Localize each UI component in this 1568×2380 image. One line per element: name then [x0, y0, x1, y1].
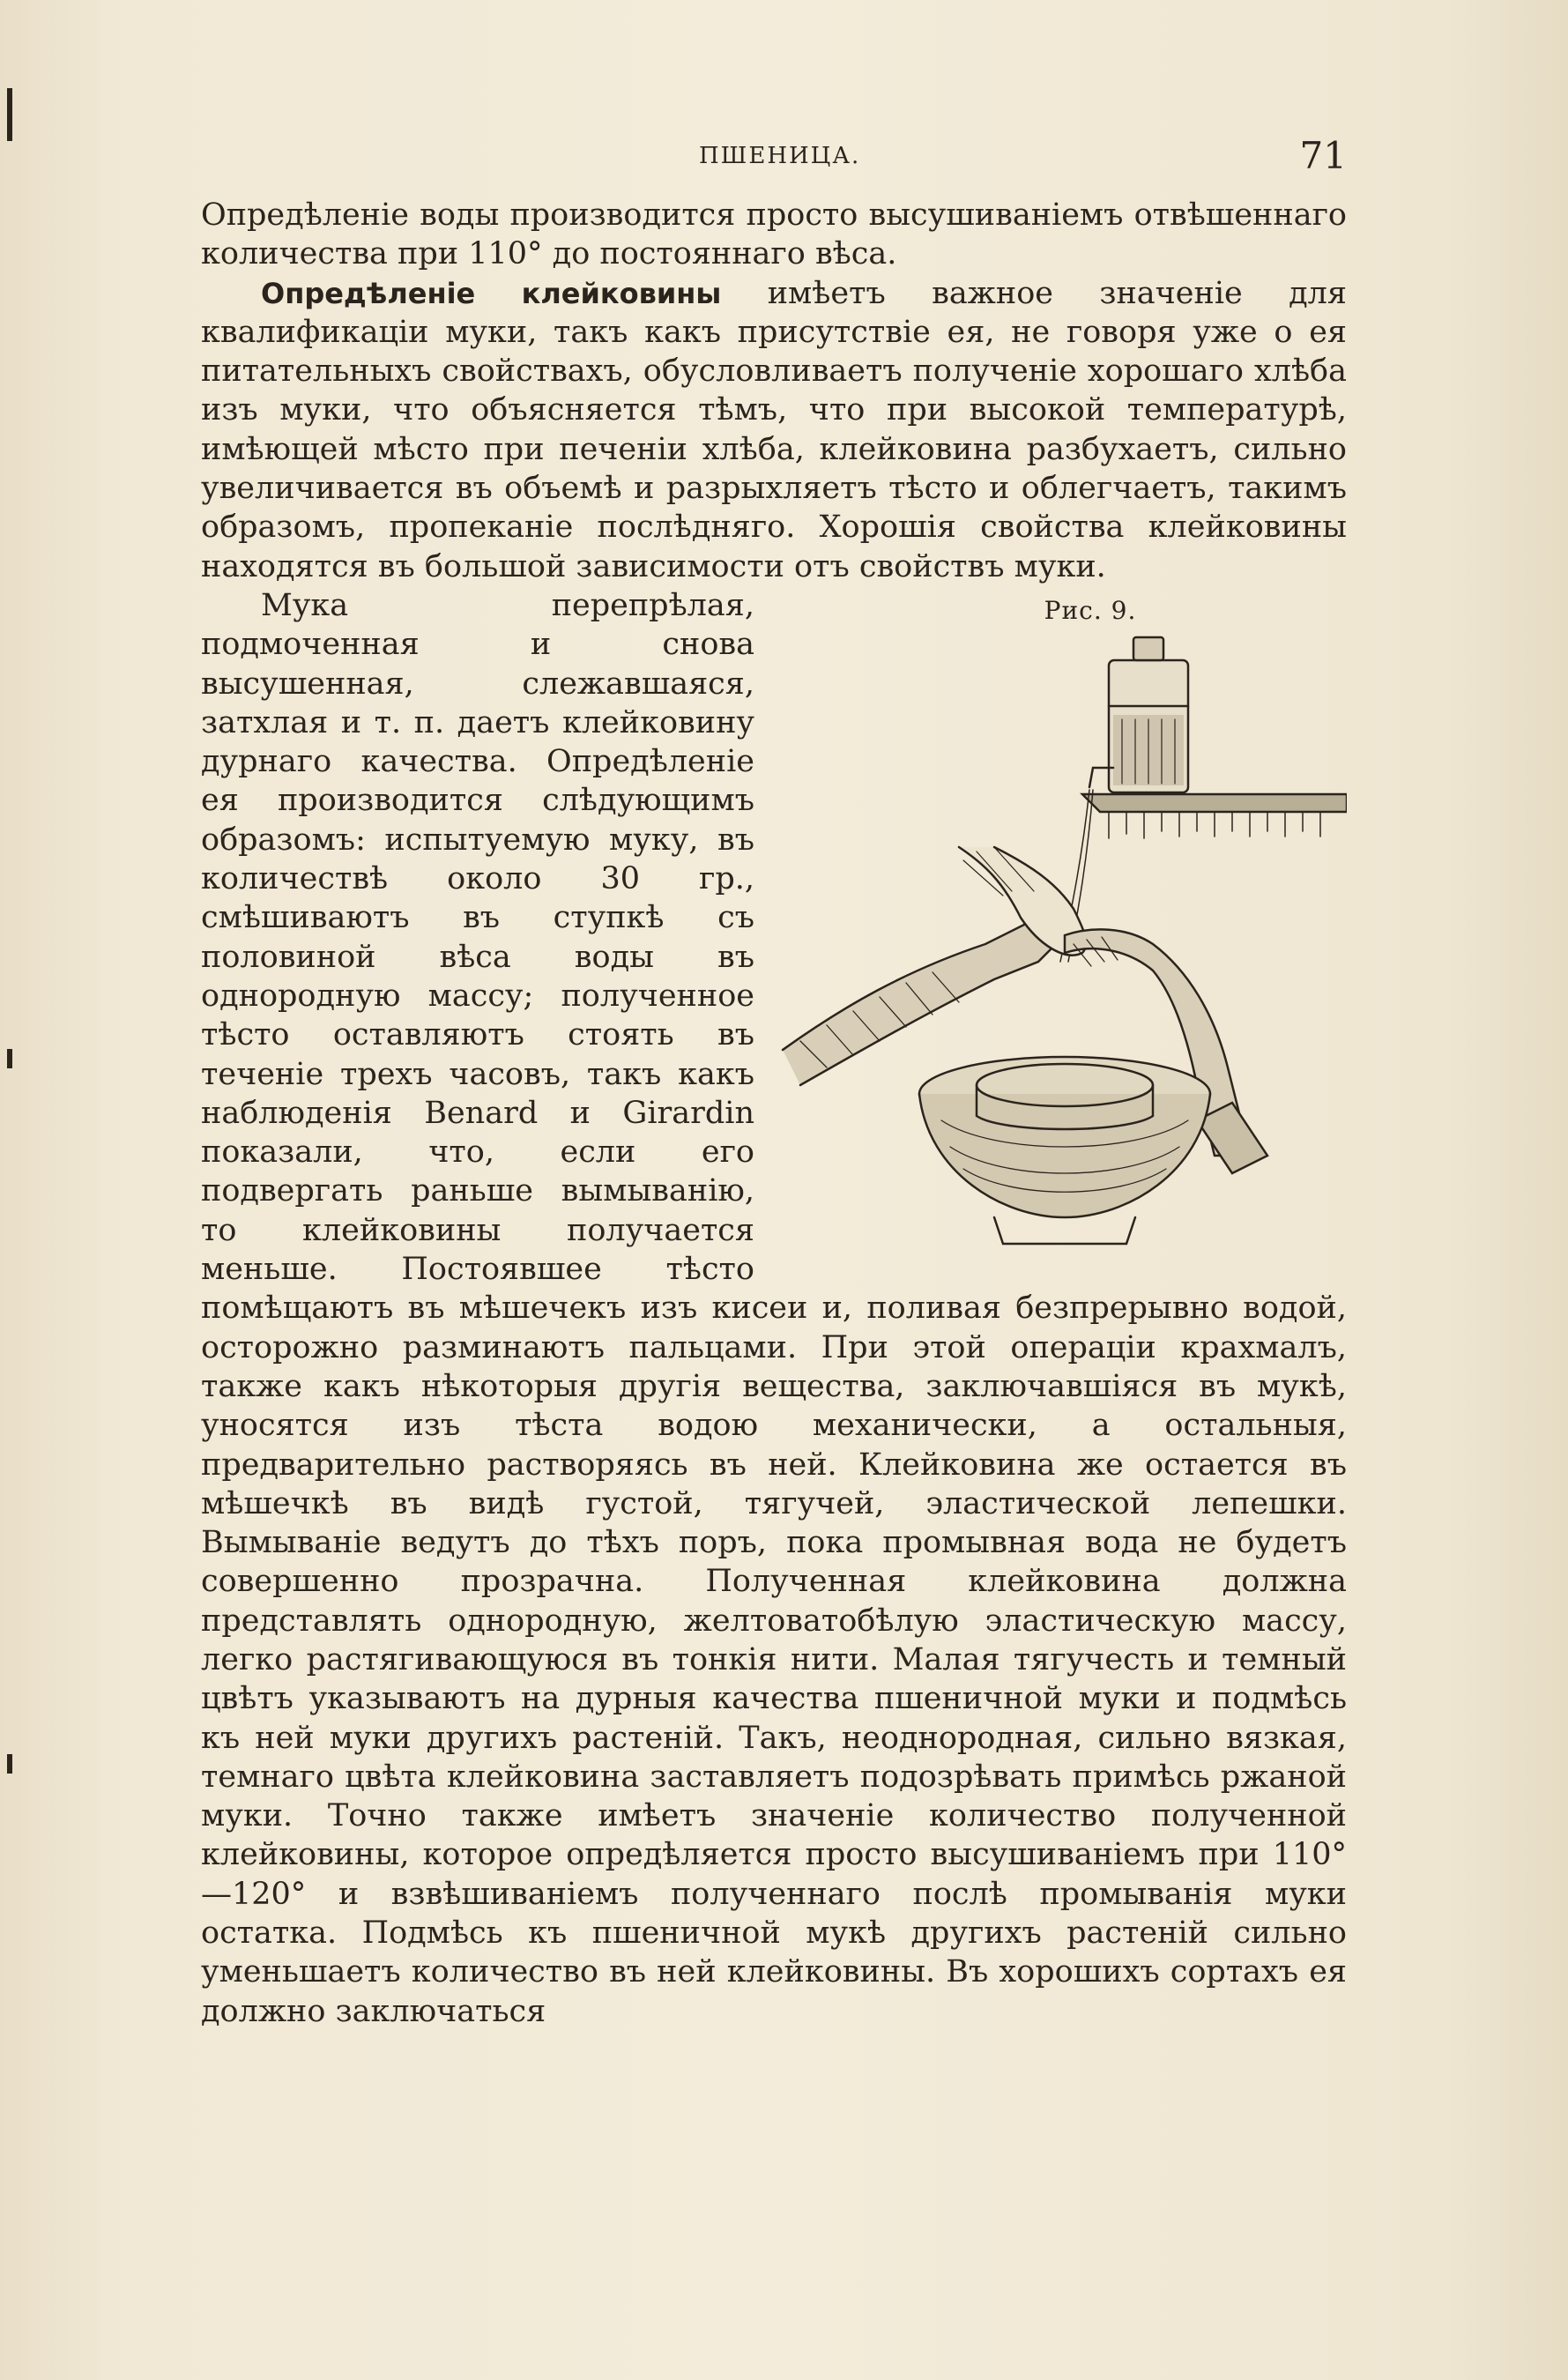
figure-9 [774, 591, 1347, 1288]
page-number: 71 [1299, 134, 1347, 177]
edge-mark [7, 1049, 12, 1068]
section-term: Опредѣленіе клейковины [261, 276, 722, 310]
gluten-washing-illustration-icon [774, 627, 1347, 1279]
figure-caption: Рис. 9. [1044, 595, 1137, 625]
paragraph-text: имѣетъ важное значеніе для квалификаціи муки, такъ какъ присутствіе ея, не говоря уже о ея питательныхъ свойствахъ, обусловливаетъ полученіе хорошаго хлѣба изъ муки, что объясняется тѣмъ, что при высокой температурѣ, имѣющей мѣсто при печеніи хлѣба, клейковина разбухаетъ, сильно увеличивается въ объемѣ и разрыхляетъ тѣсто и облегчаетъ, такимъ образомъ, пропеканіе послѣдняго. Хорошія свойства клейковины находятся въ большой зависимости отъ свойствъ муки. [201, 275, 1348, 584]
page-header [201, 134, 1347, 178]
paragraph-water: Опредѣленіе воды производится просто высушиваніемъ отвѣшеннаго количества при 110° до постояннаго вѣса. [201, 197, 1347, 272]
edge-mark [7, 88, 12, 141]
running-title: ПШЕНИЦА. [699, 143, 861, 169]
paragraph-gluten-method [201, 586, 1347, 2031]
body-text [201, 196, 1347, 2031]
paragraph-gluten-importance [201, 274, 1347, 586]
paragraph-text: Мука перепрѣлая, подмоченная и снова высушенная, слежавшаяся, затхлая и т. п. даетъ клейковину дурнаго качества. Опредѣленіе ея производится слѣдующимъ образомъ: испытуемую муку, въ количествѣ около 30 гр., смѣшиваютъ въ ступкѣ съ половиной вѣса воды въ однородную массу; полученное тѣсто оставляютъ стоять въ теченіе трехъ часовъ, такъ какъ наблюденія Benard и Girardin показали, что, если его подвергать раньше вымыванію, то клейковины получается меньше. Постоявшее тѣсто помѣщаютъ въ мѣшечекъ изъ кисеи и, поливая безпрерывно водой, осторожно разминаютъ пальцами. При этой операціи крахмалъ, также какъ нѣкоторыя другія вещества, заключавшіяся въ мукѣ, уносятся изъ тѣста водою механически, а остальныя, предварительно растворяясь въ ней. Клейковина же остается въ мѣшечкѣ въ видѣ густой, тягучей, эластической лепешки. Вымываніе ведутъ до тѣхъ поръ, пока промывная вода не будетъ совершенно прозрачна. Полученная клейковина должна представлять однородную, желтоватобѣлую эластическую массу, легко растягивающуюся въ тонкія нити. Малая тягучесть и темный цвѣтъ указываютъ на дурныя качества пшеничной муки и подмѣсь къ ней муки другихъ растеній. Такъ, неоднородная, сильно вязкая, темнаго цвѣта клейковина заставляетъ подозрѣвать примѣсь ржаной муки. Точно также имѣетъ значеніе количество полученной клейковины, которое опредѣляется просто высушиваніемъ при 110°—120° и взвѣшиваніемъ полученнаго послѣ промыванія муки остатка. Подмѣсь къ пшеничной мукѣ другихъ растеній сильно уменьшаетъ количество въ ней клейковины. Въ хорошихъ сортахъ ея должно заключаться [201, 587, 1347, 2029]
edge-mark [7, 1754, 12, 1774]
